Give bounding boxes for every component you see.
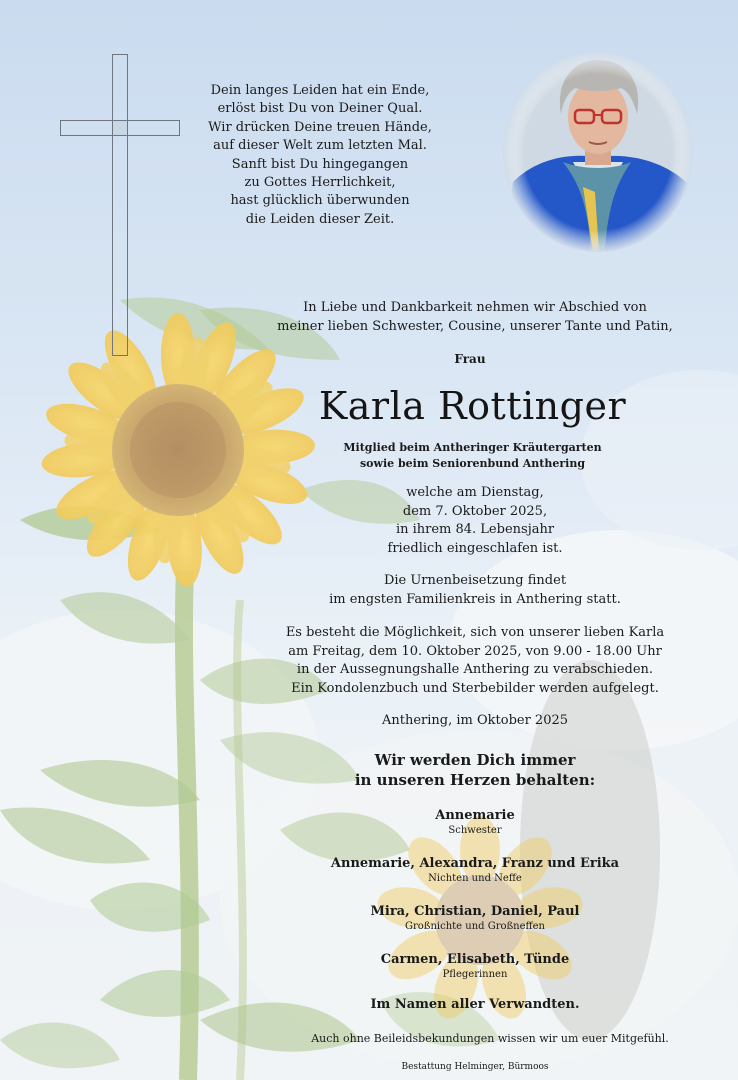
farewell-line: Ein Kondolenzbuch und Sterbebilder werden aufgelegt.: [291, 680, 659, 696]
burial-info: [240, 572, 710, 609]
burial-line: im engsten Familienkreis in Anthering statt.: [329, 591, 621, 607]
death-notice-line: dem 7. Oktober 2025,: [402, 503, 548, 519]
death-notice-line: in ihrem 84. Lebensjahr: [395, 522, 555, 538]
mourner-group: [240, 951, 710, 981]
cross-icon: [60, 54, 180, 356]
mourner-group: [240, 807, 710, 837]
poem-line: Sanft bist Du hingegangen: [231, 156, 409, 172]
undertaker-credit: Bestattung Helminger, Bürmoos: [401, 1062, 549, 1072]
deceased-name: Karla Rottinger: [318, 384, 627, 428]
place-date-text: Anthering, im Oktober 2025: [381, 713, 569, 728]
mourner-group: [240, 855, 710, 885]
intro-line: In Liebe und Dankbarkeit nehmen wir Abschied von: [303, 300, 647, 315]
on-behalf-line: Im Namen aller Verwandten.: [370, 997, 580, 1012]
poem-line: Wir drücken Deine treuen Hände,: [208, 119, 432, 135]
mourner-relation: Nichten und Neffe: [428, 873, 522, 884]
mourner-names: Annemarie, Alexandra, Franz und Erika: [330, 856, 620, 871]
mourner-names: Carmen, Elisabeth, Tünde: [380, 952, 570, 967]
farewell-line: Es besteht die Möglichkeit, sich von unserer lieben Karla: [285, 625, 665, 640]
poem-line: auf dieser Welt zum letzten Mal.: [213, 138, 427, 154]
farewell-info: [240, 624, 710, 698]
memberships: [300, 440, 645, 472]
poem-line: die Leiden dieser Zeit.: [245, 211, 395, 227]
intro-text: [240, 298, 710, 336]
mourner-relation: Pflegerinnen: [442, 969, 508, 980]
farewell-line: in der Aussegnungshalle Anthering zu verabschieden.: [296, 662, 654, 678]
death-notice-line: friedlich eingeschlafen ist.: [387, 540, 563, 556]
poem-line: zu Gottes Herrlichkeit,: [244, 175, 396, 191]
salutation: Frau: [454, 352, 486, 366]
poem-line: Dein langes Leiden hat ein Ende,: [210, 83, 430, 98]
farewell-line: am Freitag, dem 10. Oktober 2025, von 9.00 - 18.00 Uhr: [288, 643, 662, 659]
closing-line: Wir werden Dich immer: [374, 751, 576, 769]
place-date: [240, 712, 710, 731]
mourner-relation: Schwester: [448, 825, 502, 836]
poem: [200, 82, 440, 229]
death-notice: [240, 484, 710, 558]
portrait-photo: [503, 52, 693, 252]
closing-line: in unseren Herzen behalten:: [354, 771, 596, 789]
intro-line: meiner lieben Schwester, Cousine, unserer Tante und Patin,: [277, 319, 673, 334]
mourner-relation: Großnichte und Großneffen: [404, 921, 545, 932]
membership-line: Mitglied beim Antheringer Kräutergarten: [343, 441, 602, 454]
mourner-group: [240, 903, 710, 933]
poem-line: hast glücklich überwunden: [230, 193, 410, 209]
mourner-names: Annemarie: [435, 808, 515, 823]
membership-line: sowie beim Seniorenbund Anthering: [359, 457, 586, 470]
burial-line: Die Urnenbeisetzung findet: [383, 573, 567, 588]
death-notice-line: welche am Dienstag,: [406, 485, 544, 500]
condolence-note: Auch ohne Beileidsbekundungen wissen wir um euer Mitgefühl.: [311, 1032, 669, 1045]
closing-words: [240, 750, 710, 790]
poem-line: erlöst bist Du von Deiner Qual.: [217, 101, 423, 117]
mourner-names: Mira, Christian, Daniel, Paul: [370, 904, 580, 919]
